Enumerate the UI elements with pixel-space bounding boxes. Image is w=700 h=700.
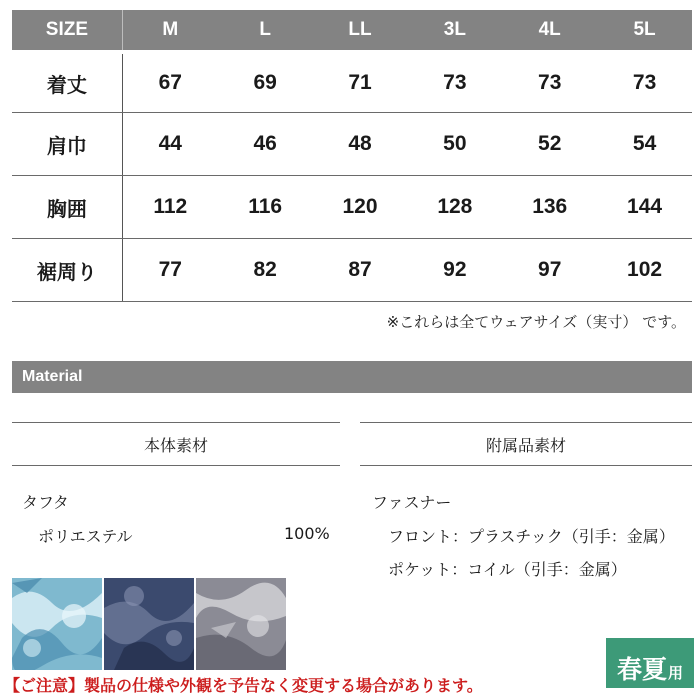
fabric-swatch-navy	[104, 578, 194, 670]
table-cell: 144	[627, 195, 663, 218]
size-note: ※これらは全てウェアサイズ（実寸） です。	[386, 313, 686, 331]
row-label: 胸囲	[12, 176, 123, 238]
table-cell: 67	[158, 71, 182, 94]
season-label: 春夏	[616, 655, 667, 684]
table-cell: 120	[342, 195, 378, 218]
table-cell: 116	[248, 195, 283, 218]
accessory-front: フロント：プラスチック（引手：金属）	[388, 527, 675, 546]
table-cell: 82	[253, 258, 277, 281]
table-cell: 92	[443, 258, 467, 281]
table-cell: 136	[532, 195, 568, 218]
size-table-header	[12, 10, 692, 50]
accessory-material-header: 附属品素材	[360, 422, 692, 466]
table-row-length	[12, 50, 692, 112]
size-header-3l: 3L	[443, 19, 466, 40]
size-table	[12, 10, 692, 302]
table-cell: 52	[538, 132, 562, 155]
row-label: 着丈	[12, 54, 123, 112]
table-cell: 73	[632, 71, 657, 94]
table-row-chest	[12, 176, 692, 238]
table-cell: 73	[538, 71, 562, 94]
table-cell: 46	[253, 132, 277, 155]
row-label: 肩巾	[12, 113, 123, 175]
table-cell: 77	[158, 258, 182, 281]
caution-notice: 【ご注意】製品の仕様や外観を予告なく変更する場合があります。	[4, 676, 483, 695]
table-cell: 54	[632, 132, 657, 155]
row-divider	[12, 301, 692, 302]
table-cell: 87	[348, 258, 372, 281]
table-cell: 71	[348, 71, 372, 94]
table-cell: 44	[158, 132, 182, 155]
material-section-title: Material	[12, 361, 692, 393]
table-row-shoulder	[12, 113, 692, 175]
size-header-4l: 4L	[538, 19, 561, 40]
table-cell: 73	[443, 71, 467, 94]
size-header-ll: LL	[348, 19, 372, 40]
table-cell: 50	[443, 132, 467, 155]
fabric-percent: 100%	[284, 524, 330, 543]
table-row-hem	[12, 239, 692, 301]
size-header-5l: 5L	[633, 19, 656, 40]
table-cell: 128	[437, 195, 473, 218]
size-header-m: M	[162, 19, 179, 40]
fabric-swatch-gray	[196, 578, 286, 670]
fabric-swatch-blue	[12, 578, 102, 670]
accessory-title: ファスナー	[372, 493, 452, 512]
fabric-name: タフタ	[22, 493, 69, 512]
table-cell: 112	[153, 195, 188, 218]
table-cell: 69	[253, 71, 277, 94]
fabric-composition: ポリエステル	[38, 527, 133, 546]
season-suffix: 用	[668, 664, 684, 682]
table-cell: 102	[627, 258, 663, 281]
table-cell: 48	[348, 132, 372, 155]
body-material-header: 本体素材	[12, 422, 340, 466]
row-label: 裾周り	[12, 239, 123, 301]
table-cell: 97	[538, 258, 562, 281]
season-badge	[606, 638, 694, 688]
accessory-pocket: ポケット：コイル（引手：金属）	[388, 560, 627, 579]
size-header-l: L	[259, 19, 271, 40]
size-header-label: SIZE	[12, 10, 123, 50]
